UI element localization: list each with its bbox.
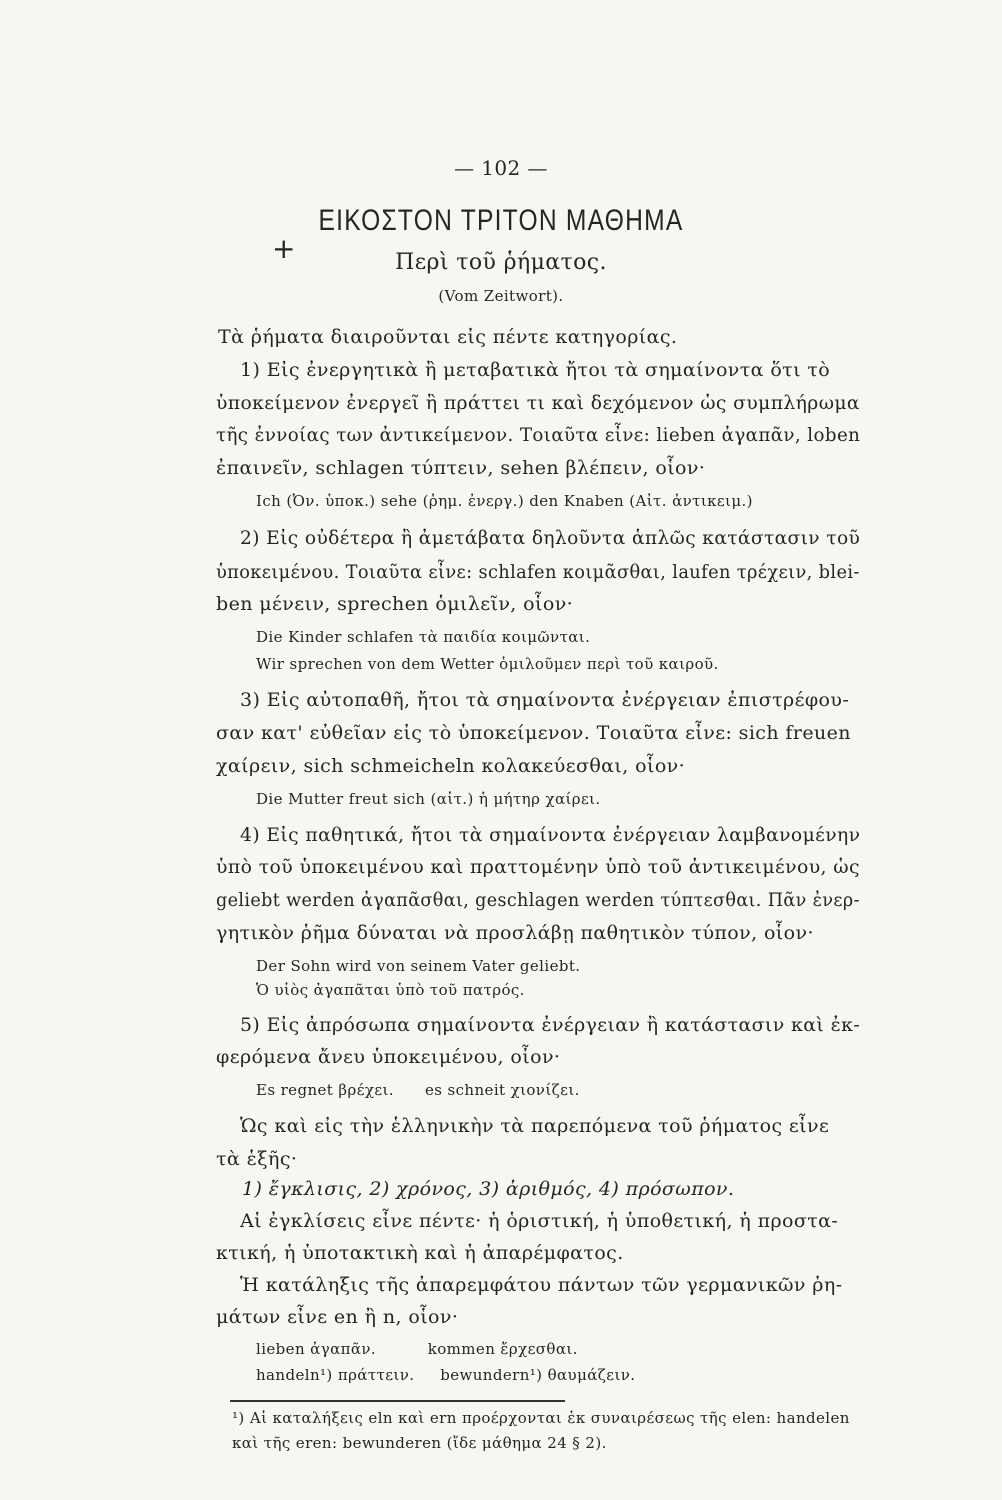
text-line: ὑπὸ τοῦ ὑποκειμένου καὶ πραττομένην ὑπὸ τοῦ ἀντικειμένου, ὡς bbox=[216, 856, 860, 878]
example-line: lieben ἀγαπᾶν. kommen ἔρχεσθαι. bbox=[256, 1340, 578, 1358]
footnote-line: ¹) Αἱ καταλήξεις eln καὶ ern προέρχονται ἐκ συναιρέσεως τῆς elen: handelen bbox=[232, 1409, 850, 1427]
text-line: Ὡς καὶ εἰς τὴν ἑλληνικὴν τὰ παρεπόμενα τοῦ ῥήματος εἶνε bbox=[240, 1115, 830, 1137]
text-line: χαίρειν, sich schmeicheln κολακεύεσθαι, οἷον· bbox=[216, 755, 686, 777]
example-line: handeln¹) πράττειν. bewundern¹) θαυμάζειν. bbox=[256, 1366, 636, 1384]
text-line: τὰ ἑξῆς· bbox=[216, 1148, 298, 1170]
margin-cross-mark: + bbox=[272, 232, 296, 265]
text-line: 3) Εἰς αὐτοπαθῆ, ἤτοι τὰ σημαίνοντα ἐνέργειαν ἐπιστρέφου- bbox=[240, 689, 850, 711]
example-line: Wir sprechen von dem Wetter ὁμιλοῦμεν περὶ τοῦ καιροῦ. bbox=[256, 655, 719, 673]
text-line: 5) Εἰς ἀπρόσωπα σημαίνοντα ἐνέργειαν ἢ κατάστασιν καὶ ἐκ- bbox=[240, 1014, 861, 1036]
text-line: Τὰ ῥήματα διαιροῦνται εἰς πέντε κατηγορίας. bbox=[218, 326, 678, 348]
text-line: φερόμενα ἄνευ ὑποκειμένου, οἷον· bbox=[216, 1046, 561, 1068]
text-line: τῆς ἐννοίας των ἀντικείμενον. Τοιαῦτα εἶνε: lieben ἀγαπᾶν, loben bbox=[216, 424, 861, 446]
example-line: Der Sohn wird von seinem Vater geliebt. bbox=[256, 957, 581, 975]
text-line: 4) Εἰς παθητικά, ἤτοι τὰ σημαίνοντα ἐνέργειαν λαμβανομένην bbox=[240, 824, 861, 846]
text-line: ἐπαινεῖν, schlagen τύπτειν, sehen βλέπειν, οἷον· bbox=[216, 457, 706, 479]
text-line: σαν κατ' εὐθεῖαν εἰς τὸ ὑποκείμενον. Τοιαῦτα εἶνε: sich freuen bbox=[216, 722, 851, 744]
chapter-subtitle: Περὶ τοῦ ῥήματος. bbox=[395, 250, 607, 275]
text-line: κτική, ἡ ὑποτακτικὴ καὶ ἡ ἀπαρέμφατος. bbox=[216, 1242, 624, 1264]
text-line: Ἡ κατάληξις τῆς ἀπαρεμφάτου πάντων τῶν γερμανικῶν ῥη- bbox=[240, 1274, 843, 1296]
example-line: Es regnet βρέχει. es schneit χιονίζει. bbox=[256, 1081, 580, 1099]
text-line: geliebt werden ἀγαπᾶσθαι, geschlagen werden τύπτεσθαι. Πᾶν ἐνερ- bbox=[216, 889, 860, 911]
text-line: 2) Εἰς οὐδέτερα ἢ ἀμετάβατα δηλοῦντα ἁπλῶς κατάστασιν τοῦ bbox=[240, 527, 861, 549]
text-line: 1) Εἰς ἐνεργητικὰ ἢ μεταβατικὰ ἤτοι τὰ σημαίνοντα ὅτι τὸ bbox=[240, 359, 831, 381]
text-line: γητικὸν ῥῆμα δύναται νὰ προσλάβῃ παθητικὸν τύπον, οἷον· bbox=[216, 922, 814, 944]
subtitle-note: (Vom Zeitwort). bbox=[438, 287, 564, 305]
text-line: ben μένειν, sprechen ὁμιλεῖν, οἷον· bbox=[216, 593, 574, 615]
footnote-divider bbox=[230, 1400, 565, 1402]
example-line: Ὁ υἱὸς ἀγαπᾶται ὑπὸ τοῦ πατρός. bbox=[256, 981, 525, 999]
chapter-title: ΕΙΚΟΣΤΟΝ ΤΡΙΤΟΝ ΜΑΘΗΜΑ bbox=[318, 204, 684, 237]
example-line: Ich (Ὀν. ὑποκ.) sehe (ῥημ. ἐνεργ.) den Knaben (Αἰτ. ἀντικειμ.) bbox=[256, 492, 753, 510]
list-line: 1) ἔγκλισις, 2) χρόνος, 3) ἀριθμός, 4) πρόσωπον. bbox=[242, 1178, 735, 1200]
text-line: μάτων εἶνε en ἢ n, οἷον· bbox=[216, 1306, 459, 1328]
text-line: ὑποκειμένου. Τοιαῦτα εἶνε: schlafen κοιμᾶσθαι, laufen τρέχειν, blei- bbox=[216, 561, 860, 583]
text-line: ὑποκείμενον ἐνεργεῖ ἢ πράττει τι καὶ δεχόμενον ὡς συμπλήρωμα bbox=[216, 392, 860, 414]
footnote-line: καὶ τῆς eren: bewunderen (ἴδε μάθημα 24 § 2). bbox=[232, 1434, 607, 1452]
text-line: Αἱ ἐγκλίσεις εἶνε πέντε· ἡ ὁριστική, ἡ ὑποθετική, ἡ προστα- bbox=[240, 1210, 839, 1232]
page-number: — 102 — bbox=[454, 156, 548, 180]
example-line: Die Kinder schlafen τὰ παιδία κοιμῶνται. bbox=[256, 628, 591, 646]
example-line: Die Mutter freut sich (αἰτ.) ἡ μήτηρ χαίρει. bbox=[256, 790, 601, 808]
